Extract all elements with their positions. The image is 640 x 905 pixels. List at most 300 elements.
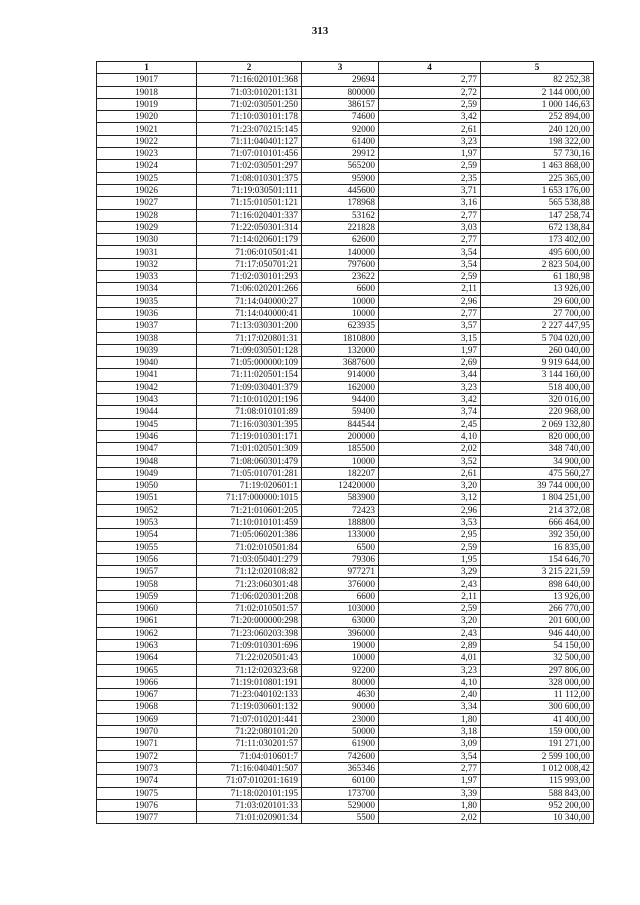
area-cell: 185500 [302,443,379,455]
cadastral-number-cell: 71:14:040000:27 [197,295,302,307]
table-row [97,627,594,639]
area-cell: 29912 [302,148,379,160]
area-cell: 23000 [302,713,379,725]
value-cell: 214 372,08 [481,504,594,516]
value-cell: 13 926,00 [481,590,594,602]
row-number-cell: 19061 [97,615,197,627]
area-cell: 53162 [302,209,379,221]
value-cell: 898 640,00 [481,578,594,590]
cadastral-number-cell: 71:15:010501:121 [197,197,302,209]
area-cell: 59400 [302,406,379,418]
table-row [97,197,594,209]
area-cell: 103000 [302,603,379,615]
area-cell: 62600 [302,234,379,246]
row-number-cell: 19046 [97,430,197,442]
table-row [97,529,594,541]
row-number-cell: 19027 [97,197,197,209]
table-row [97,639,594,651]
rate-cell: 2,95 [379,529,481,541]
area-cell: 74600 [302,111,379,123]
rate-cell: 2,96 [379,504,481,516]
cadastral-number-cell: 71:10:010201:196 [197,394,302,406]
rate-cell: 2,35 [379,172,481,184]
cadastral-number-cell: 71:16:020401:337 [197,209,302,221]
value-cell: 297 806,00 [481,664,594,676]
row-number-cell: 19048 [97,455,197,467]
table-row [97,750,594,762]
cadastral-number-cell: 71:21:010601:205 [197,504,302,516]
cadastral-number-cell: 71:17:050701:21 [197,258,302,270]
area-cell: 63000 [302,615,379,627]
value-cell: 11 112,00 [481,689,594,701]
row-number-cell: 19064 [97,652,197,664]
rate-cell: 3,20 [379,480,481,492]
rate-cell: 3,16 [379,197,481,209]
cadastral-number-cell: 71:08:060301:479 [197,455,302,467]
row-number-cell: 19073 [97,762,197,774]
table-row [97,578,594,590]
value-cell: 1 653 176,00 [481,184,594,196]
table-row [97,787,594,799]
area-cell: 376000 [302,578,379,590]
row-number-cell: 19045 [97,418,197,430]
table-row [97,344,594,356]
value-cell: 475 560,27 [481,467,594,479]
table-row [97,652,594,664]
table-row [97,516,594,528]
value-cell: 1 000 146,63 [481,98,594,110]
rate-cell: 3,74 [379,406,481,418]
row-number-cell: 19028 [97,209,197,221]
table-row [97,615,594,627]
row-number-cell: 19055 [97,541,197,553]
rate-cell: 3,23 [379,664,481,676]
cadastral-number-cell: 71:11:030201:57 [197,738,302,750]
area-cell: 1810800 [302,332,379,344]
cadastral-number-cell: 71:10:010101:459 [197,516,302,528]
row-number-cell: 19072 [97,750,197,762]
area-cell: 80000 [302,676,379,688]
cadastral-number-cell: 71:08:010101:89 [197,406,302,418]
value-cell: 952 200,00 [481,799,594,811]
table-row [97,799,594,811]
rate-cell: 2,02 [379,443,481,455]
table-row [97,553,594,565]
rate-cell: 2,61 [379,123,481,135]
row-number-cell: 19063 [97,639,197,651]
cadastral-number-cell: 71:22:080101:20 [197,726,302,738]
value-cell: 13 926,00 [481,283,594,295]
area-cell: 10000 [302,652,379,664]
value-cell: 495 600,00 [481,246,594,258]
cadastral-number-cell: 71:09:030401:379 [197,381,302,393]
rate-cell: 3,57 [379,320,481,332]
value-cell: 61 180,98 [481,271,594,283]
rate-cell: 4,10 [379,676,481,688]
row-number-cell: 19033 [97,271,197,283]
value-cell: 3 215 221,59 [481,566,594,578]
value-cell: 225 365,00 [481,172,594,184]
area-cell: 188800 [302,516,379,528]
table-row [97,74,594,86]
header-col-2: 2 [197,62,302,74]
value-cell: 588 843,00 [481,787,594,799]
cadastral-number-cell: 71:22:050301:314 [197,221,302,233]
area-cell: 61900 [302,738,379,750]
cadastral-number-cell: 71:06:010501:41 [197,246,302,258]
row-number-cell: 19076 [97,799,197,811]
row-number-cell: 19044 [97,406,197,418]
table-row [97,689,594,701]
rate-cell: 2,02 [379,812,481,824]
rate-cell: 2,77 [379,209,481,221]
value-cell: 198 322,00 [481,135,594,147]
row-number-cell: 19075 [97,787,197,799]
row-number-cell: 19071 [97,738,197,750]
table-row [97,295,594,307]
value-cell: 328 000,00 [481,676,594,688]
cadastral-number-cell: 71:07:010201:441 [197,713,302,725]
row-number-cell: 19056 [97,553,197,565]
rate-cell: 3,52 [379,455,481,467]
cadastral-number-cell: 71:16:020101:368 [197,74,302,86]
area-cell: 623935 [302,320,379,332]
cadastral-number-cell: 71:11:040401:127 [197,135,302,147]
row-number-cell: 19019 [97,98,197,110]
cadastral-number-cell: 71:09:030501:128 [197,344,302,356]
rate-cell: 3,53 [379,516,481,528]
cadastral-number-cell: 71:23:040102:133 [197,689,302,701]
table-row [97,455,594,467]
value-cell: 1 012 008,42 [481,762,594,774]
area-cell: 72423 [302,504,379,516]
table-row [97,86,594,98]
cadastral-number-cell: 71:19:020601:1 [197,480,302,492]
row-number-cell: 19067 [97,689,197,701]
rate-cell: 3,15 [379,332,481,344]
rate-cell: 3,20 [379,615,481,627]
table-row [97,184,594,196]
row-number-cell: 19022 [97,135,197,147]
table-header-row [97,62,594,74]
page-number: 313 [311,25,329,37]
rate-cell: 3,09 [379,738,481,750]
rate-cell: 1,97 [379,148,481,160]
area-cell: 92200 [302,664,379,676]
value-cell: 34 900,00 [481,455,594,467]
header-col-5: 5 [481,62,594,74]
area-cell: 529000 [302,799,379,811]
table-row [97,603,594,615]
value-cell: 1 463 868,00 [481,160,594,172]
table-row [97,160,594,172]
cadastral-number-cell: 71:14:040000:41 [197,307,302,319]
row-number-cell: 19017 [97,74,197,86]
table-row [97,307,594,319]
cadastral-number-cell: 71:12:020108:82 [197,566,302,578]
rate-cell: 3,12 [379,492,481,504]
rate-cell: 2,45 [379,418,481,430]
rate-cell: 2,69 [379,357,481,369]
row-number-cell: 19077 [97,812,197,824]
table-row [97,590,594,602]
area-cell: 797600 [302,258,379,270]
row-number-cell: 19065 [97,664,197,676]
area-cell: 19000 [302,639,379,651]
area-cell: 12420000 [302,480,379,492]
value-cell: 946 440,00 [481,627,594,639]
table-row [97,123,594,135]
area-cell: 565200 [302,160,379,172]
row-number-cell: 19038 [97,332,197,344]
row-number-cell: 19032 [97,258,197,270]
row-number-cell: 19021 [97,123,197,135]
cadastral-number-cell: 71:02:030501:250 [197,98,302,110]
table-row [97,676,594,688]
table-row [97,381,594,393]
rate-cell: 2,59 [379,603,481,615]
area-cell: 79306 [302,553,379,565]
table-row [97,258,594,270]
header-col-1: 1 [97,62,197,74]
row-number-cell: 19054 [97,529,197,541]
value-cell: 2 823 504,00 [481,258,594,270]
rate-cell: 2,61 [379,467,481,479]
table-row [97,369,594,381]
value-cell: 320 016,00 [481,394,594,406]
table-row [97,271,594,283]
cadastral-number-cell: 71:20:000000:298 [197,615,302,627]
cadastral-number-cell: 71:19:030501:111 [197,184,302,196]
rate-cell: 2,72 [379,86,481,98]
cadastral-number-cell: 71:12:020323:68 [197,664,302,676]
table-row [97,135,594,147]
area-cell: 29694 [302,74,379,86]
row-number-cell: 19031 [97,246,197,258]
row-number-cell: 19059 [97,590,197,602]
area-cell: 23622 [302,271,379,283]
row-number-cell: 19051 [97,492,197,504]
cadastral-number-cell: 71:05:000000:109 [197,357,302,369]
row-number-cell: 19068 [97,701,197,713]
row-number-cell: 19034 [97,283,197,295]
rate-cell: 3,23 [379,135,481,147]
area-cell: 914000 [302,369,379,381]
value-cell: 820 000,00 [481,430,594,442]
cadastral-number-cell: 71:17:000000:1015 [197,492,302,504]
row-number-cell: 19020 [97,111,197,123]
rate-cell: 4,10 [379,430,481,442]
row-number-cell: 19037 [97,320,197,332]
area-cell: 583900 [302,492,379,504]
rate-cell: 3,39 [379,787,481,799]
table-row [97,430,594,442]
cadastral-number-cell: 71:22:020501:43 [197,652,302,664]
value-cell: 16 835,00 [481,541,594,553]
value-cell: 2 144 000,00 [481,86,594,98]
cadastral-number-cell: 71:19:030601:132 [197,701,302,713]
rate-cell: 1,97 [379,775,481,787]
area-cell: 6600 [302,283,379,295]
row-number-cell: 19069 [97,713,197,725]
cadastral-number-cell: 71:19:010801:191 [197,676,302,688]
rate-cell: 1,80 [379,713,481,725]
cadastral-number-cell: 71:16:040401:507 [197,762,302,774]
area-cell: 162000 [302,381,379,393]
cadastral-number-cell: 71:03:010201:131 [197,86,302,98]
value-cell: 3 144 160,00 [481,369,594,381]
row-number-cell: 19042 [97,381,197,393]
value-cell: 191 271,00 [481,738,594,750]
row-number-cell: 19066 [97,676,197,688]
area-cell: 10000 [302,307,379,319]
row-number-cell: 19030 [97,234,197,246]
value-cell: 252 894,00 [481,111,594,123]
area-cell: 182207 [302,467,379,479]
area-cell: 445600 [302,184,379,196]
value-cell: 29 600,00 [481,295,594,307]
row-number-cell: 19070 [97,726,197,738]
area-cell: 50000 [302,726,379,738]
table-row [97,738,594,750]
rate-cell: 3,54 [379,246,481,258]
row-number-cell: 19039 [97,344,197,356]
table-body [97,74,594,824]
area-cell: 60100 [302,775,379,787]
cadastral-number-cell: 71:05:060201:386 [197,529,302,541]
area-cell: 6500 [302,541,379,553]
rate-cell: 3,54 [379,258,481,270]
area-cell: 95900 [302,172,379,184]
cadastral-number-cell: 71:19:010301:171 [197,430,302,442]
rate-cell: 4,01 [379,652,481,664]
value-cell: 220 968,00 [481,406,594,418]
area-cell: 90000 [302,701,379,713]
value-cell: 240 120,00 [481,123,594,135]
rate-cell: 2,59 [379,541,481,553]
row-number-cell: 19024 [97,160,197,172]
value-cell: 672 138,84 [481,221,594,233]
row-number-cell: 19049 [97,467,197,479]
rate-cell: 3,23 [379,381,481,393]
cadastral-number-cell: 71:08:010301:375 [197,172,302,184]
cadastral-number-cell: 71:02:030501:297 [197,160,302,172]
value-cell: 154 646,70 [481,553,594,565]
area-cell: 133000 [302,529,379,541]
table-row [97,406,594,418]
rate-cell: 2,89 [379,639,481,651]
row-number-cell: 19062 [97,627,197,639]
cadastral-number-cell: 71:03:050401:279 [197,553,302,565]
cadastral-number-cell: 71:02:030101:293 [197,271,302,283]
cadastral-number-cell: 71:18:020101:195 [197,787,302,799]
rate-cell: 3,54 [379,750,481,762]
rate-cell: 3,03 [379,221,481,233]
table-row [97,172,594,184]
table-row [97,467,594,479]
table-row [97,504,594,516]
area-cell: 221828 [302,221,379,233]
area-cell: 178968 [302,197,379,209]
rate-cell: 1,95 [379,553,481,565]
table-row [97,812,594,824]
area-cell: 94400 [302,394,379,406]
value-cell: 2 069 132,80 [481,418,594,430]
area-cell: 10000 [302,455,379,467]
table-row [97,283,594,295]
value-cell: 565 538,88 [481,197,594,209]
cadastral-number-cell: 71:10:030101:178 [197,111,302,123]
row-number-cell: 19060 [97,603,197,615]
cadastral-number-cell: 71:13:030301:200 [197,320,302,332]
row-number-cell: 19025 [97,172,197,184]
area-cell: 365346 [302,762,379,774]
cadastral-number-cell: 71:01:020901:34 [197,812,302,824]
value-cell: 147 258,74 [481,209,594,221]
rate-cell: 2,40 [379,689,481,701]
value-cell: 159 000,00 [481,726,594,738]
cadastral-number-cell: 71:23:070215:145 [197,123,302,135]
rate-cell: 2,43 [379,578,481,590]
row-number-cell: 19041 [97,369,197,381]
cadastral-number-cell: 71:06:020201:266 [197,283,302,295]
table-row [97,394,594,406]
cadastral-number-cell: 71:02:010501:57 [197,603,302,615]
row-number-cell: 19023 [97,148,197,160]
rate-cell: 2,11 [379,283,481,295]
cadastral-number-cell: 71:16:030301:395 [197,418,302,430]
cadastral-number-cell: 71:07:010201:1619 [197,775,302,787]
rate-cell: 2,11 [379,590,481,602]
row-number-cell: 19035 [97,295,197,307]
row-number-cell: 19074 [97,775,197,787]
rate-cell: 3,71 [379,184,481,196]
table-row [97,664,594,676]
row-number-cell: 19047 [97,443,197,455]
value-cell: 27 700,00 [481,307,594,319]
cadastral-number-cell: 71:14:020601:179 [197,234,302,246]
rate-cell: 3,34 [379,701,481,713]
value-cell: 82 252,38 [481,74,594,86]
value-cell: 392 350,00 [481,529,594,541]
row-number-cell: 19040 [97,357,197,369]
table-row [97,726,594,738]
value-cell: 2 227 447,95 [481,320,594,332]
area-cell: 844544 [302,418,379,430]
value-cell: 39 744 000,00 [481,480,594,492]
area-cell: 61400 [302,135,379,147]
row-number-cell: 19053 [97,516,197,528]
table-row [97,762,594,774]
area-cell: 132000 [302,344,379,356]
value-cell: 10 340,00 [481,812,594,824]
area-cell: 92000 [302,123,379,135]
table-row [97,357,594,369]
value-cell: 9 919 644,00 [481,357,594,369]
area-cell: 800000 [302,86,379,98]
row-number-cell: 19036 [97,307,197,319]
table-row [97,701,594,713]
area-cell: 140000 [302,246,379,258]
value-cell: 5 704 020,00 [481,332,594,344]
cadastral-number-cell: 71:09:010301:696 [197,639,302,651]
value-cell: 1 804 251,00 [481,492,594,504]
rate-cell: 3,29 [379,566,481,578]
cadastral-number-cell: 71:04:010601:7 [197,750,302,762]
cadastral-number-cell: 71:02:010501:84 [197,541,302,553]
area-cell: 10000 [302,295,379,307]
value-cell: 348 740,00 [481,443,594,455]
